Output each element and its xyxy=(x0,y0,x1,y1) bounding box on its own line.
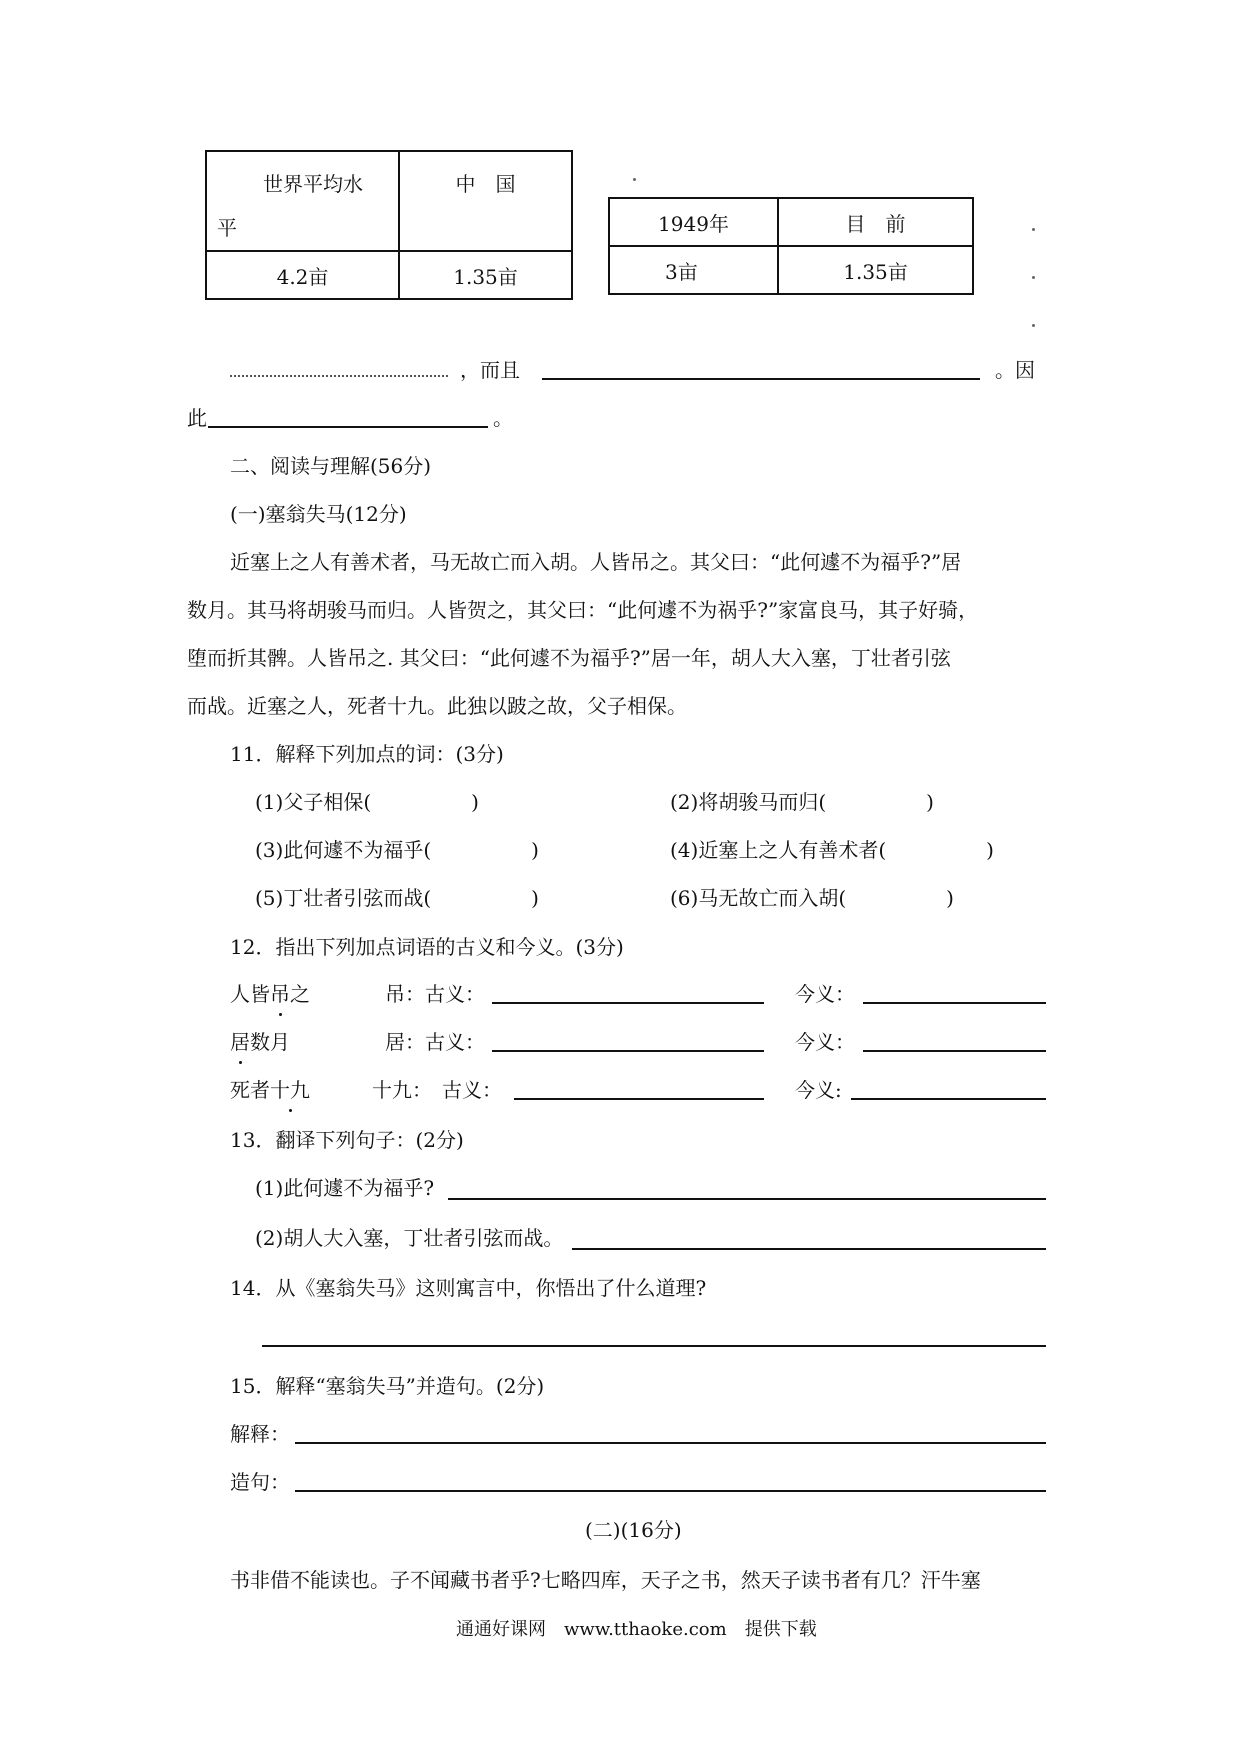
q12-modern-blank-1[interactable] xyxy=(863,1002,1046,1004)
q14-blank[interactable] xyxy=(262,1345,1046,1347)
subsection-2-title: (二)(16分) xyxy=(585,1518,682,1542)
header-now-text: 目 前 xyxy=(845,211,906,236)
scan-dot xyxy=(1032,228,1035,231)
cell-header-world xyxy=(206,151,399,251)
q13-blank-2[interactable] xyxy=(572,1248,1046,1250)
q12-modern-blank-3[interactable] xyxy=(851,1098,1046,1100)
q11-item-6[interactable]: (6)马无故亡而入胡( ) xyxy=(670,886,954,910)
passage-line: 堕而折其髀。人皆吊之. 其父曰：“此何遽不为福乎?”居一年，胡人大入塞，丁壮者引弦 xyxy=(187,646,951,670)
question-11: 11．解释下列加点的词：(3分) xyxy=(230,742,504,766)
question-12: 12．指出下列加点词语的古义和今义。(3分) xyxy=(230,935,624,959)
cell-val-now xyxy=(778,246,973,294)
answer-blank-3[interactable] xyxy=(208,426,488,428)
val-1949: 3亩 xyxy=(665,259,698,284)
q15-sentence-blank[interactable] xyxy=(295,1490,1046,1492)
q11-item-4[interactable]: (4)近塞上之人有善术者( ) xyxy=(670,838,994,862)
phrase-emph: 吊 xyxy=(270,982,290,1006)
q13-blank-1[interactable] xyxy=(448,1198,1046,1200)
q12-phrase-2 xyxy=(230,1028,290,1056)
end-text: 。 xyxy=(493,406,513,430)
q15-explain-label: 解释： xyxy=(230,1422,290,1446)
cell-val-world xyxy=(206,251,399,299)
subsection-title: (一)塞翁失马(12分) xyxy=(230,502,407,526)
passage-line: 数月。其马将胡骏马而归。人皆贺之，其父曰：“此何遽不为祸乎?”家富良马，其子好骑， xyxy=(187,598,979,622)
phrase-emph: 居 xyxy=(230,1030,250,1054)
cell-val-1949 xyxy=(609,246,778,294)
q11-item-5[interactable]: (5)丁壮者引弦而战( ) xyxy=(255,886,539,910)
land-table-world xyxy=(205,150,573,300)
question-14: 14．从《塞翁失马》这则寓言中，你悟出了什么道理? xyxy=(230,1276,707,1300)
q12-word-3: 十九： 古义： xyxy=(372,1078,502,1102)
q12-ancient-blank-2[interactable] xyxy=(492,1050,764,1052)
phrase-pre: 人皆 xyxy=(230,982,270,1006)
answer-blank-dotted[interactable] xyxy=(230,375,448,377)
q12-word-1: 吊：古义： xyxy=(385,982,485,1006)
section-title: 二、阅读与理解(56分) xyxy=(230,454,432,478)
q11-item-1[interactable]: (1)父子相保( ) xyxy=(255,790,479,814)
land-table-china xyxy=(608,197,974,295)
cell-val-china xyxy=(399,251,572,299)
q12-ancient-blank-3[interactable] xyxy=(514,1098,764,1100)
q12-word-2: 居：古义： xyxy=(385,1030,485,1054)
scan-dot xyxy=(1032,324,1035,327)
cell-header-now xyxy=(778,198,973,246)
and-text: ，而且 xyxy=(460,358,520,382)
q11-item-2[interactable]: (2)将胡骏马而归( ) xyxy=(670,790,934,814)
ci-text: 此 xyxy=(187,406,207,430)
header-world-text: 世界平均水 xyxy=(263,172,363,196)
phrase-emph: 十九 xyxy=(270,1078,310,1102)
q15-explain-blank[interactable] xyxy=(295,1442,1046,1444)
phrase-post: 之 xyxy=(290,982,310,1006)
q12-modern-1: 今义： xyxy=(795,982,855,1006)
cell-header-1949 xyxy=(609,198,778,246)
header-1949-text: 1949年 xyxy=(658,211,729,236)
passage-2-line: 书非借不能读也。子不闻藏书者乎?七略四库，天子之书，然天子读书者有几？汗牛塞 xyxy=(230,1568,981,1592)
q12-modern-blank-2[interactable] xyxy=(863,1050,1046,1052)
question-15: 15．解释“塞翁失马”并造句。(2分) xyxy=(230,1374,545,1398)
footer-text: 通通好课网 www.tthaoke.com 提供下载 xyxy=(456,1619,817,1640)
q15-sentence-label: 造句： xyxy=(230,1470,290,1494)
val-now: 1.35亩 xyxy=(843,259,908,284)
header-china-text: 中 国 xyxy=(455,172,516,196)
q12-phrase-3 xyxy=(230,1076,310,1104)
phrase-pre: 死者 xyxy=(230,1078,270,1102)
scan-dot xyxy=(633,178,636,181)
period-text: 。因 xyxy=(995,358,1035,382)
q13-item-2: (2)胡人大入塞，丁壮者引弦而战。 xyxy=(255,1226,564,1250)
q12-modern-2: 今义： xyxy=(795,1030,855,1054)
q12-modern-3: 今义: xyxy=(795,1078,842,1102)
q12-ancient-blank-1[interactable] xyxy=(492,1002,764,1004)
q12-phrase-1 xyxy=(230,980,310,1008)
scan-dot xyxy=(1032,276,1035,279)
header-world-wrap: 平 xyxy=(217,216,237,240)
q13-item-1: (1)此何遽不为福乎? xyxy=(255,1176,435,1200)
q11-item-3[interactable]: (3)此何遽不为福乎( ) xyxy=(255,838,539,862)
question-13: 13．翻译下列句子：(2分) xyxy=(230,1128,464,1152)
answer-blank-2[interactable] xyxy=(542,378,980,380)
val-china: 1.35亩 xyxy=(453,264,518,289)
val-world: 4.2亩 xyxy=(276,264,329,289)
phrase-post: 数月 xyxy=(250,1030,290,1054)
cell-header-china xyxy=(399,151,572,251)
passage-line: 而战。近塞之人，死者十九。此独以跛之故，父子相保。 xyxy=(187,694,687,718)
passage-line: 近塞上之人有善术者，马无故亡而入胡。人皆吊之。其父曰：“此何遽不为福乎?”居 xyxy=(230,550,962,574)
